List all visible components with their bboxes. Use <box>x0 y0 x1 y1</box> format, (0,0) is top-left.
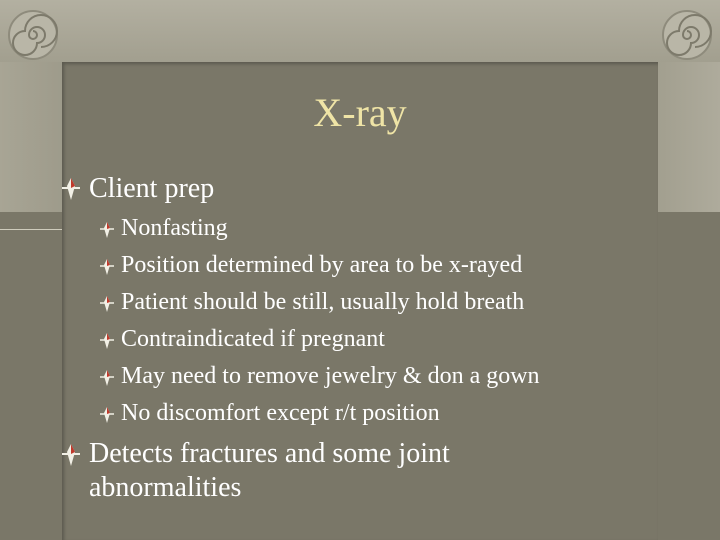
bullet-client-prep: Client prep <box>89 173 215 204</box>
ionic-scroll-icon <box>6 8 60 62</box>
slide-title: X-ray <box>313 90 407 135</box>
subbullet-item: May need to remove jewelry & don a gown <box>121 363 540 389</box>
subbullet-item: Patient should be still, usually hold breath <box>121 289 525 315</box>
subbullet-item: Contraindicated if pregnant <box>121 326 385 352</box>
diamond-bullet-icon <box>99 406 115 424</box>
diamond-bullet-icon <box>99 221 115 239</box>
ledge-line <box>0 229 62 230</box>
panel-right-extension <box>658 212 720 540</box>
panel-left-extension <box>0 212 62 540</box>
subbullet-item: No discomfort except r/t position <box>121 400 440 426</box>
diamond-bullet-icon <box>99 258 115 276</box>
column-capital-top <box>0 0 720 62</box>
subbullet-item: Nonfasting <box>121 215 228 241</box>
diamond-bullet-icon <box>60 442 82 468</box>
diamond-bullet-icon <box>99 295 115 313</box>
subbullet-item: Position determined by area to be x-rayed <box>121 252 523 278</box>
diamond-bullet-icon <box>99 369 115 387</box>
diamond-bullet-icon <box>99 332 115 350</box>
bullet-detects-fractures: Detects fractures and some joint abnormalities <box>89 438 450 503</box>
diamond-bullet-icon <box>60 176 82 202</box>
ionic-scroll-icon <box>660 8 714 62</box>
